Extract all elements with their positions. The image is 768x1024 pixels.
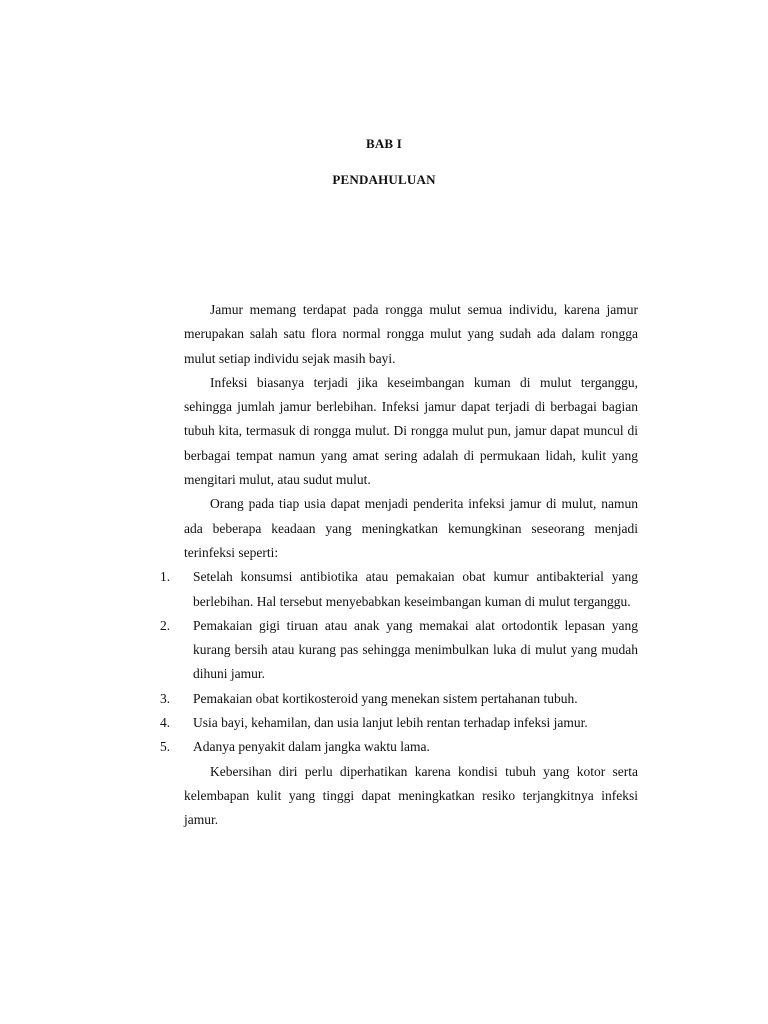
list-item-text: Pemakaian gigi tiruan atau anak yang memakai alat ortodontik lepasan yang kurang bersih atau kurang pas sehingga menimbulkan luka di mulut yang mudah dihuni jamur. — [193, 617, 638, 682]
list-item-number: 1. — [160, 569, 171, 585]
chapter-title: PENDAHULUAN — [332, 172, 436, 187]
numbered-list — [160, 565, 638, 759]
paragraph: Infeksi biasanya terjadi jika keseimbangan kuman di mulut terganggu, sehingga jumlah jamur berlebihan. Infeksi jamur dapat terjadi di berbagai bagian tubuh kita, termasuk di rongga mulut. Di rongga mulut pun, jamur dapat muncul di berbagai tempat namun yang amat sering adalah di permukaan lidah, kulit yang mengitari mulut, atau sudut mulut. — [184, 374, 638, 488]
list-item-text: Setelah konsumsi antibiotika atau pemakaian obat kumur antibakterial yang berlebihan. Hal tersebut menyebabkan keseimbangan kuman di mulut terganggu. — [193, 569, 638, 609]
paragraph: Jamur memang terdapat pada rongga mulut semua individu, karena jamur merupakan salah satu flora normal rongga mulut yang sudah ada dalam rongga mulut setiap individu sejak masih bayi. — [184, 302, 638, 366]
paragraph: Orang pada tiap usia dapat menjadi penderita infeksi jamur di mulut, namun ada beberapa keadaan yang meningkatkan kemungkinan seseorang menjadi terinfeksi seperti: — [184, 496, 638, 560]
list-item-text: Adanya penyakit dalam jangka waktu lama. — [193, 739, 430, 755]
list-item-number: 3. — [160, 690, 171, 706]
body-text — [160, 298, 638, 833]
list-item — [160, 735, 638, 759]
list-item-number: 2. — [160, 617, 171, 633]
list-item — [160, 711, 638, 735]
list-item-number: 4. — [160, 715, 171, 731]
list-item — [160, 565, 638, 614]
list-item — [160, 614, 638, 687]
list-item-text: Pemakaian obat kortikosteroid yang menekan sistem pertahanan tubuh. — [193, 690, 578, 706]
list-item-text: Usia bayi, kehamilan, dan usia lanjut lebih rentan terhadap infeksi jamur. — [193, 715, 588, 731]
list-item — [160, 687, 638, 711]
list-item-number: 5. — [160, 739, 171, 755]
paragraph-closing: Kebersihan diri perlu diperhatikan karena kondisi tubuh yang kotor serta kelembapan kulit yang tinggi dapat meningkatkan resiko terjangkitnya infeksi jamur. — [184, 763, 638, 828]
chapter-number: BAB I — [365, 136, 403, 151]
